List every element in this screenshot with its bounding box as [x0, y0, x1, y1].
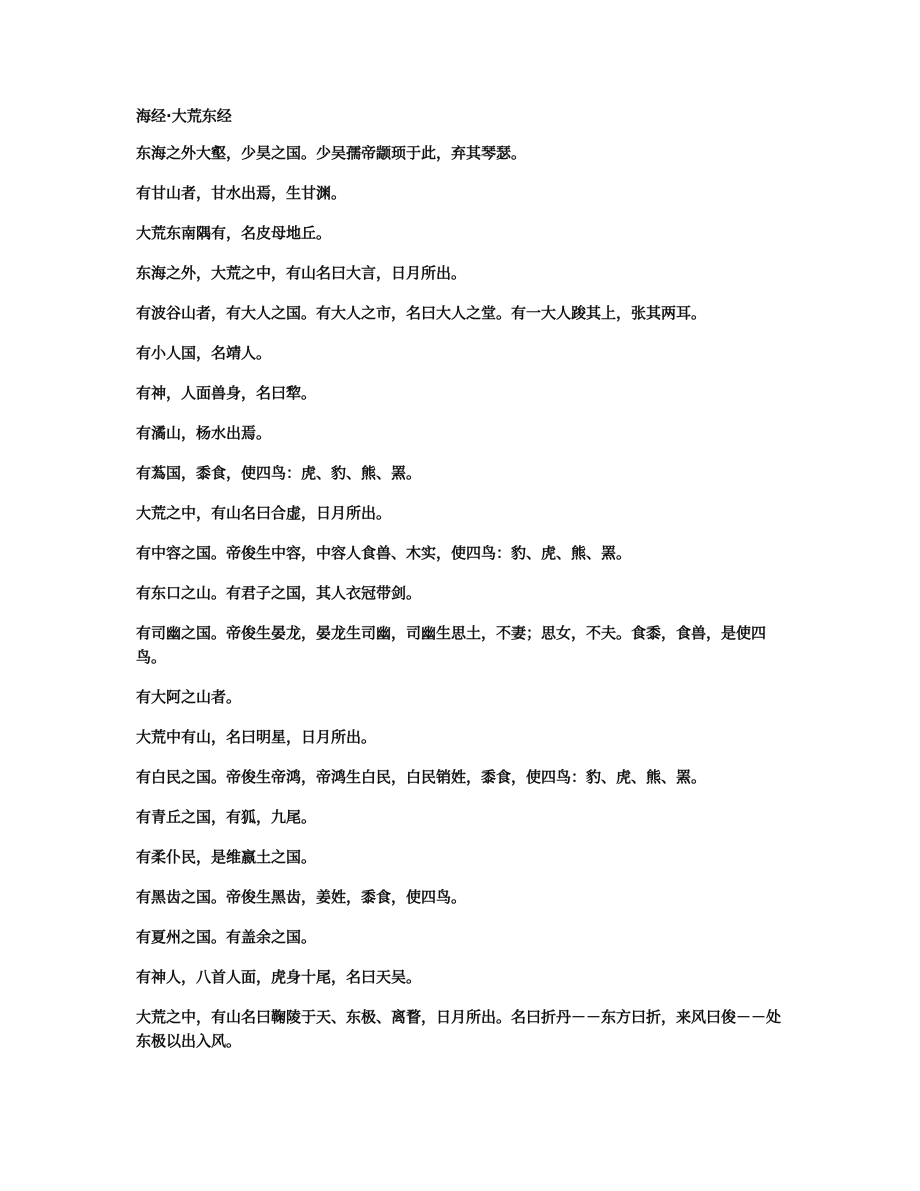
document-title: 海经·大荒东经	[136, 107, 232, 125]
paragraph: 有神，人面兽身，名曰犂。	[136, 384, 317, 402]
paragraph: 大荒中有山，名曰明星，日月所出。	[136, 728, 377, 746]
paragraph: 有潏山，杨水出焉。	[136, 424, 272, 442]
paragraph: 大荒之中，有山名曰合虚，日月所出。	[136, 504, 392, 522]
paragraph: 有蒍国，黍食，使四鸟：虎、豹、熊、罴。	[136, 464, 422, 482]
paragraph: 大荒之中，有山名曰鞠陵于天、东极、离瞀，日月所出。名曰折丹－－东方曰折，来风曰俊－－处东极以出入风。	[136, 1008, 782, 1050]
paragraph: 有甘山者，甘水出焉，生甘渊。	[136, 184, 347, 202]
paragraph: 有中容之国。帝俊生中容，中容人食兽、木实，使四鸟：豹、虎、熊、罴。	[136, 544, 632, 562]
paragraph: 东海之外，大荒之中，有山名曰大言，日月所出。	[136, 264, 467, 282]
paragraph: 大荒东南隅有，名皮母地丘。	[136, 224, 332, 242]
paragraph: 有司幽之国。帝俊生晏龙，晏龙生司幽，司幽生思土，不妻；思女，不夫。食黍，食兽，是使四鸟。	[136, 624, 767, 666]
document-page	[136, 104, 786, 1069]
paragraph: 有黑齿之国。帝俊生黑齿，姜姓，黍食，使四鸟。	[136, 888, 467, 906]
paragraph: 有白民之国。帝俊生帝鸿，帝鸿生白民，白民销姓，黍食，使四鸟：豹、虎、熊、罴。	[136, 768, 707, 786]
paragraph: 有大阿之山者。	[136, 688, 242, 706]
paragraph: 有青丘之国，有狐，九尾。	[136, 808, 317, 826]
paragraph: 有波谷山者，有大人之国。有大人之市，名曰大人之堂。有一大人踆其上，张其两耳。	[136, 304, 707, 322]
paragraph: 有东口之山。有君子之国，其人衣冠带剑。	[136, 584, 422, 602]
paragraph: 有柔仆民，是维嬴土之国。	[136, 848, 317, 866]
paragraph: 东海之外大壑，少昊之国。少吴孺帝颛顼于此，弃其琴瑟。	[136, 144, 527, 162]
document-body	[136, 141, 786, 1053]
paragraph: 有小人国，名靖人。	[136, 344, 272, 362]
paragraph: 有夏州之国。有盖余之国。	[136, 928, 317, 946]
paragraph: 有神人，八首人面，虎身十尾，名曰天吴。	[136, 968, 422, 986]
